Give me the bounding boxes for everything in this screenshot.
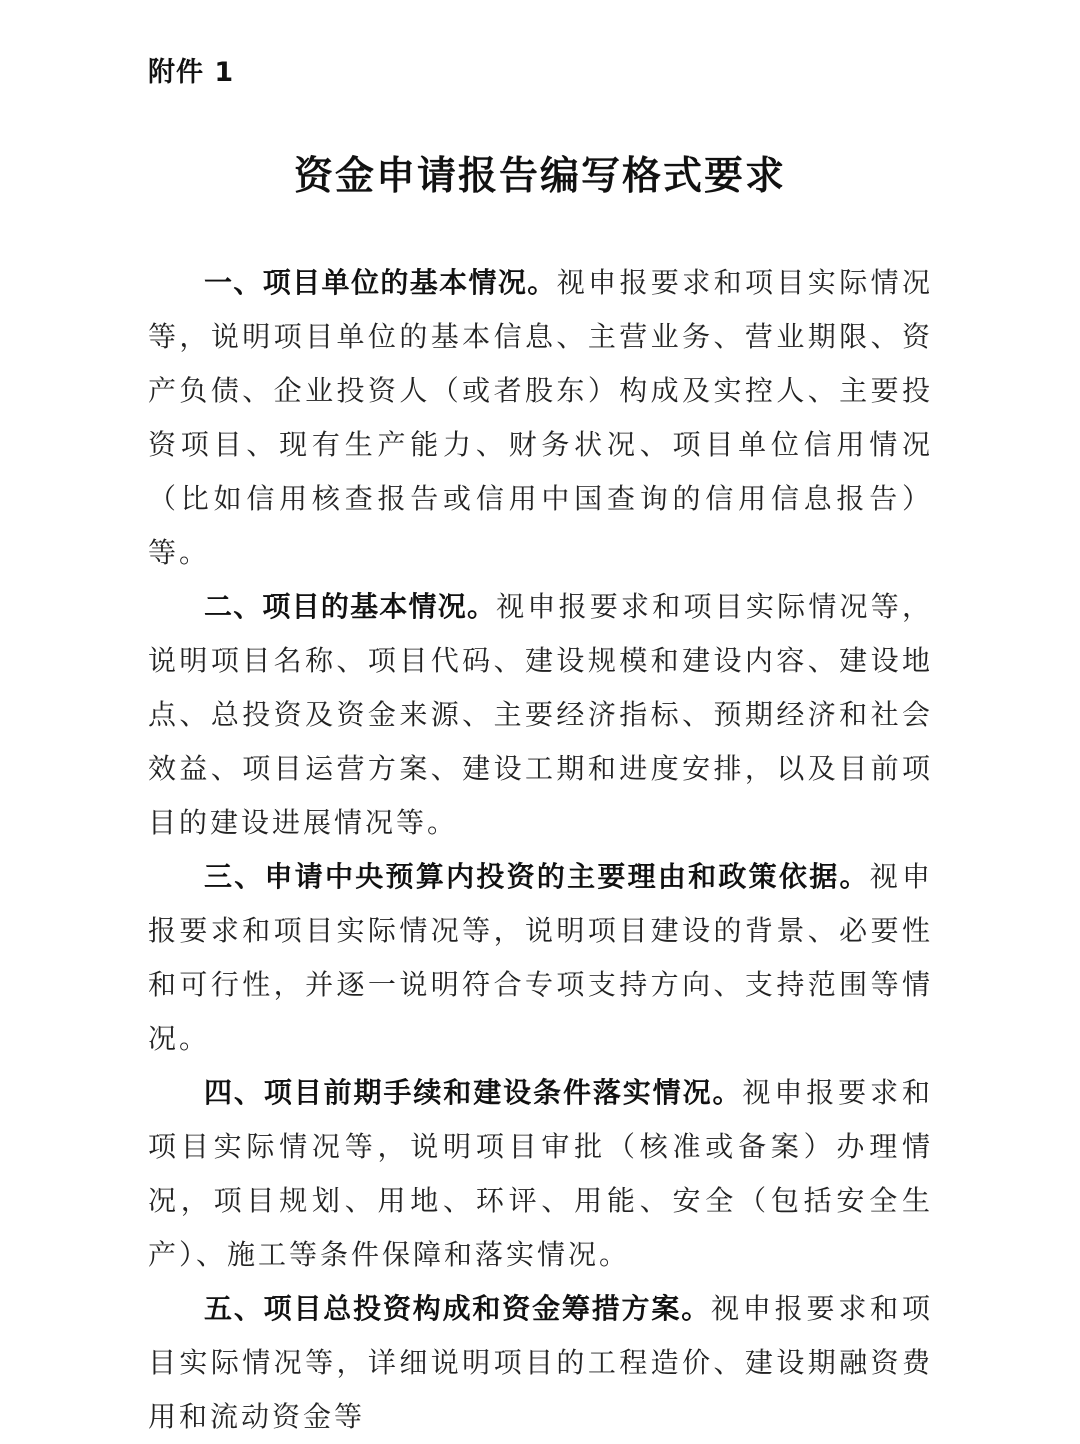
section-heading: 五、项目总投资构成和资金筹措方案。: [204, 1292, 712, 1325]
section-text: 视申报要求和项目实际情况等，说明项目审批（核准或备案）办理情况，项目规划、用地、环评、用能、安全（包括安全生产）、施工等条件保障和落实情况。: [148, 1076, 933, 1271]
section-paragraph: [148, 1066, 933, 1282]
section-heading: 二、项目的基本情况。: [204, 590, 497, 623]
section-heading: 一、项目单位的基本情况。: [204, 266, 557, 299]
section-text: 视申报要求和项目实际情况等，说明项目名称、项目代码、建设规模和建设内容、建设地点、总投资及资金来源、主要经济指标、预期经济和社会效益、项目运营方案、建设工期和进度安排，以及目前项目的建设进展情况等。: [148, 590, 933, 839]
section-text: 视申报要求和项目实际情况等，说明项目单位的基本信息、主营业务、营业期限、资产负债、企业投资人（或者股东）构成及实控人、主要投资项目、现有生产能力、财务状况、项目单位信用情况（比如信用核查报告或信用中国查询的信用信息报告）等。: [148, 266, 933, 569]
section-paragraph: [148, 580, 933, 850]
document-body: [148, 256, 933, 1444]
document-title: 资金申请报告编写格式要求: [293, 153, 786, 199]
section-text: 视申报要求和项目实际情况等，说明项目建设的背景、必要性和可行性，并逐一说明符合专项支持方向、支持范围等情况。: [148, 860, 933, 1055]
section-paragraph: [148, 850, 933, 1066]
section-heading: 四、项目前期手续和建设条件落实情况。: [204, 1076, 743, 1109]
attachment-label: 附件 1: [148, 57, 235, 88]
section-paragraph: [148, 256, 933, 580]
section-paragraph: [148, 1282, 933, 1444]
section-heading: 三、申请中央预算内投资的主要理由和政策依据。: [204, 860, 870, 893]
section-text: 视申报要求和项目实际情况等，详细说明项目的工程造价、建设期融资费用和流动资金等: [148, 1292, 933, 1433]
